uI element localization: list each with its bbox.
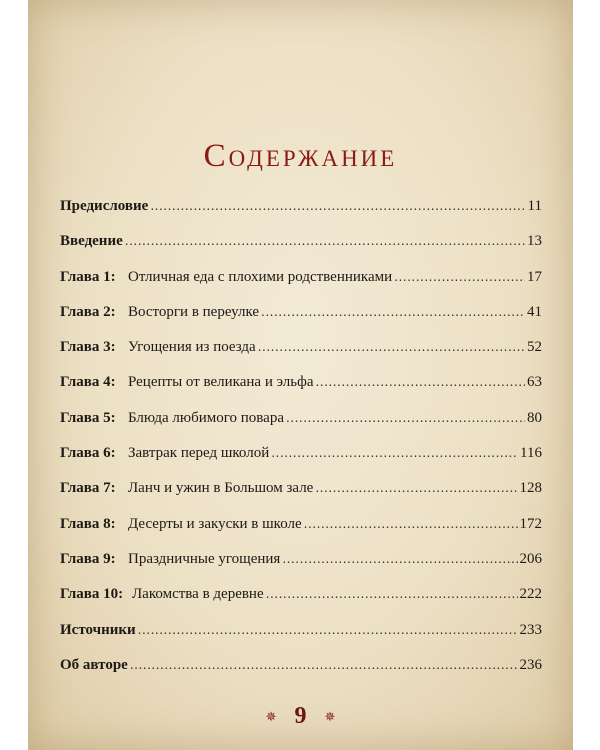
chapter-title: Десерты и закуски в школе	[128, 515, 302, 532]
leader-dots	[286, 411, 525, 425]
toc-entry-sources[interactable]	[60, 622, 542, 657]
chapter-label: Глава 10:	[60, 586, 124, 603]
toc-entry-chapter-10[interactable]	[60, 586, 542, 621]
chapter-label: Глава 3:	[60, 339, 116, 356]
leader-dots	[315, 375, 525, 389]
leader-dots	[271, 446, 518, 460]
toc-entry-page: 11	[527, 198, 542, 214]
toc-entry-label: Предисловие	[60, 198, 149, 214]
toc-entry-page: 233	[519, 621, 542, 638]
toc-entry-chapter-7[interactable]	[60, 480, 542, 515]
toc-entry-label: Об авторе	[60, 656, 128, 673]
toc-entry-chapter-5[interactable]	[60, 410, 542, 445]
chapter-label: Глава 5:	[60, 409, 116, 426]
toc-entry-chapter-8[interactable]	[60, 516, 542, 551]
toc-entry-chapter-4[interactable]	[60, 374, 542, 409]
page-footer	[28, 703, 573, 730]
chapter-title: Блюда любимого повара	[128, 409, 284, 426]
toc-entry-about-author[interactable]	[60, 657, 542, 692]
chapter-label: Глава 6:	[60, 445, 116, 462]
leader-dots	[315, 481, 517, 495]
toc-entry-page: 116	[520, 445, 542, 462]
chapter-title: Отличная еда с плохими родственниками	[128, 268, 393, 285]
chapter-label: Глава 8:	[60, 515, 116, 532]
leader-dots	[258, 340, 525, 354]
toc-entry-preface[interactable]	[60, 198, 542, 233]
leader-dots	[130, 658, 518, 672]
chapter-title: Ланч и ужин в Большом зале	[128, 480, 314, 497]
chapter-label: Глава 7:	[60, 480, 116, 497]
ornament-star-icon: ✵	[324, 708, 336, 724]
leader-dots	[150, 199, 525, 213]
toc-entry-page: 80	[527, 409, 542, 426]
toc-entry-page: 52	[527, 339, 542, 356]
toc-entry-label: Источники	[60, 621, 136, 638]
leader-dots	[394, 270, 525, 284]
chapter-title: Лакомства в деревне	[132, 586, 264, 603]
chapter-title: Восторги в переулке	[128, 303, 260, 320]
chapter-title: Праздничные угощения	[128, 550, 281, 567]
leader-dots	[282, 552, 517, 566]
toc-entry-introduction[interactable]	[60, 233, 542, 268]
chapter-label: Глава 9:	[60, 550, 116, 567]
toc-entry-chapter-9[interactable]	[60, 551, 542, 586]
toc-entry-page: 17	[527, 268, 542, 285]
book-page	[28, 0, 573, 750]
leader-dots	[304, 517, 518, 531]
toc-entry-chapter-2[interactable]	[60, 304, 542, 339]
chapter-title: Рецепты от великана и эльфа	[128, 374, 314, 391]
chapter-title: Завтрак перед школой	[128, 445, 270, 462]
toc-entry-page: 236	[519, 656, 542, 673]
toc-entry-label: Введение	[60, 233, 123, 250]
toc-entry-page: 63	[527, 374, 542, 391]
toc-entry-chapter-6[interactable]	[60, 445, 542, 480]
leader-dots	[266, 587, 518, 601]
toc-entry-chapter-3[interactable]	[60, 339, 542, 374]
chapter-label: Глава 2:	[60, 303, 116, 320]
toc-entry-page: 206	[519, 550, 542, 567]
table-of-contents	[60, 198, 542, 692]
page-title: Содержание	[203, 138, 398, 174]
page-number: 9	[294, 703, 307, 729]
leader-dots	[125, 234, 525, 248]
toc-entry-page: 222	[519, 586, 542, 603]
chapter-label: Глава 1:	[60, 268, 116, 285]
toc-entry-chapter-1[interactable]	[60, 269, 542, 304]
leader-dots	[138, 623, 518, 637]
ornament-star-icon: ✵	[265, 708, 277, 724]
toc-entry-page: 172	[519, 515, 542, 532]
toc-entry-page: 128	[519, 480, 542, 497]
chapter-title: Угощения из поезда	[128, 339, 256, 356]
toc-entry-page: 13	[527, 233, 542, 250]
leader-dots	[261, 305, 525, 319]
chapter-label: Глава 4:	[60, 374, 116, 391]
toc-entry-page: 41	[527, 303, 542, 320]
